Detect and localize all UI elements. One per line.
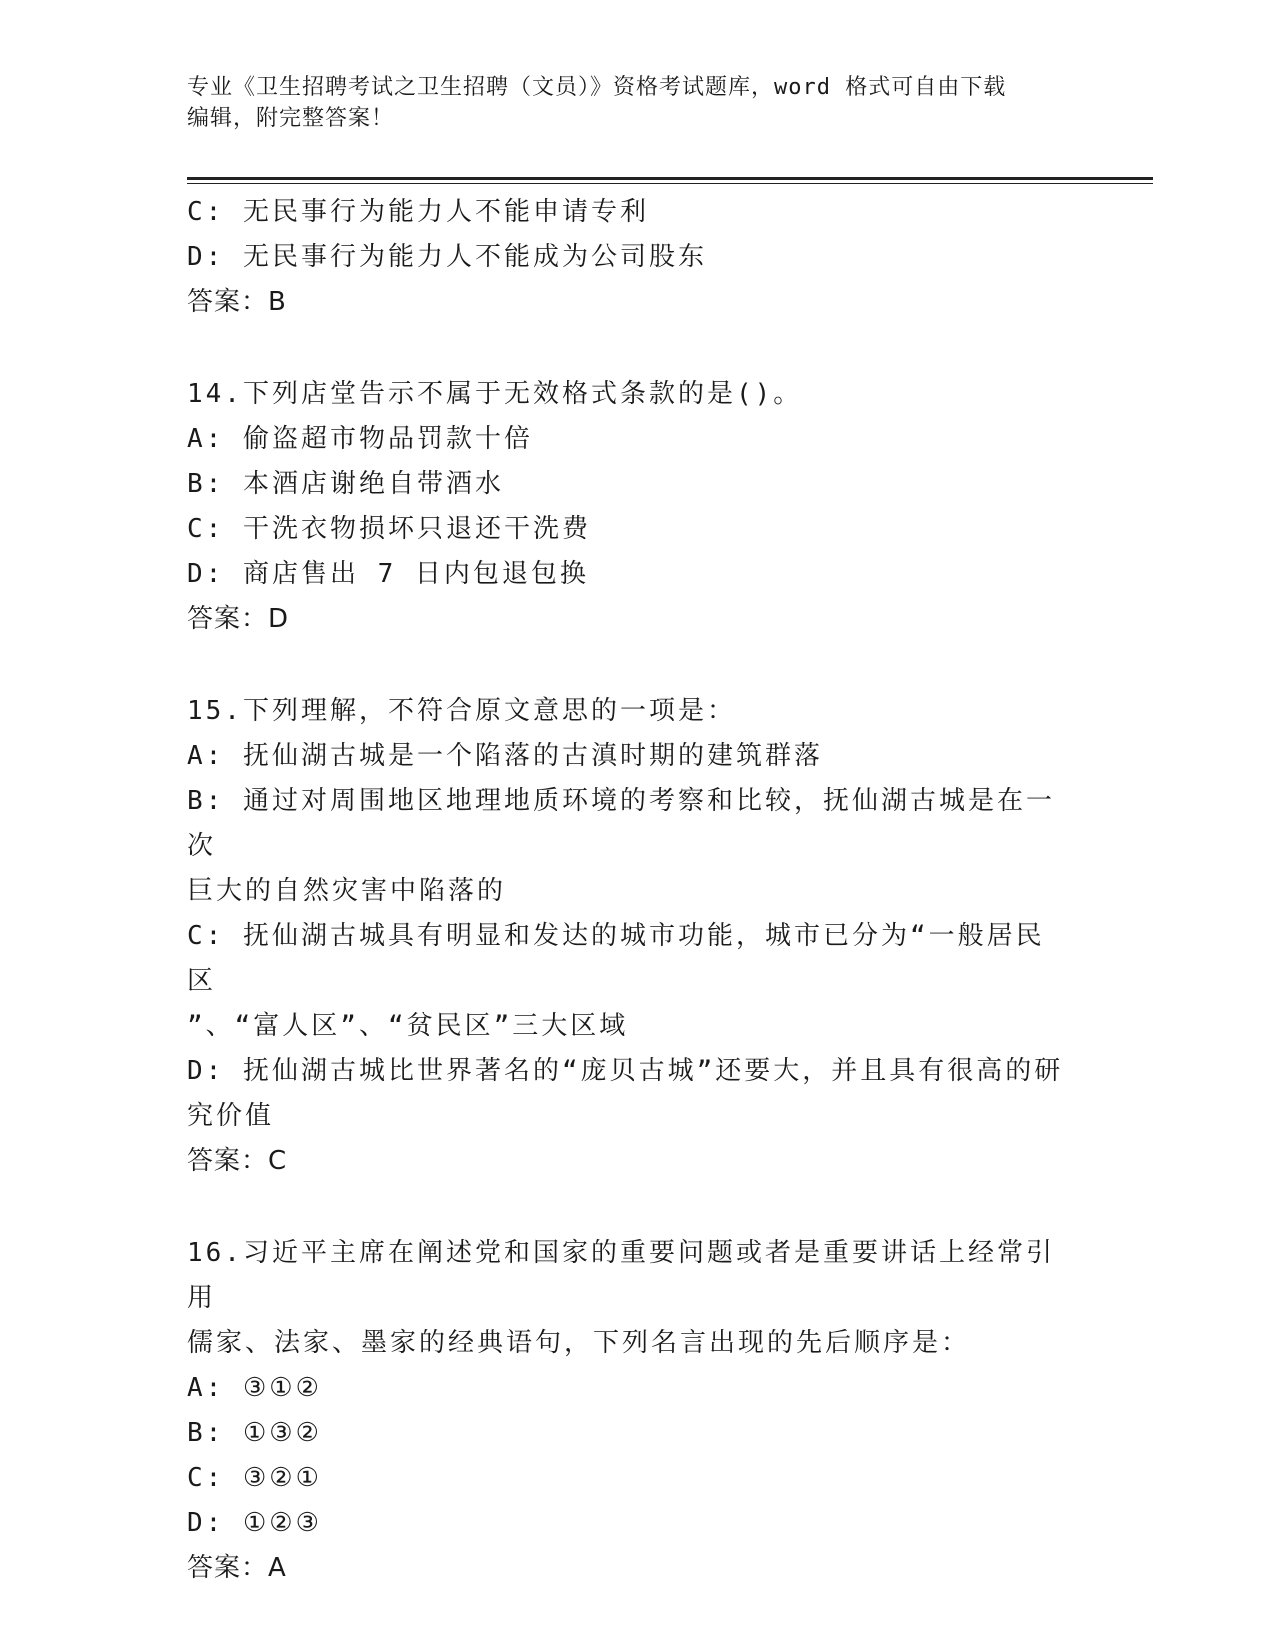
option-c-continued: ”、“富人区”、“贫民区”三大区域 [187,1011,629,1041]
option-d: D: ①②③ [187,1508,322,1538]
page-header [187,72,1087,134]
header-rule-thin [187,183,1153,184]
option-d: D: 抚仙湖古城比世界著名的“庞贝古城”还要大，并且具有很高的研 [187,1056,1064,1086]
answer-line: 答案：B [187,287,287,317]
prev-question-block [187,190,1067,325]
spacer [187,642,1067,689]
option-d-continued: 究价值 [187,1101,275,1131]
question-stem-continued: 儒家、法家、墨家的经典语句，下列名言出现的先后顺序是： [187,1328,971,1358]
option-c: C: ③②① [187,1463,322,1493]
question-stem: 16.习近平主席在阐述党和国家的重要问题或者是重要讲话上经常引用 [187,1238,1055,1313]
option-a: A: ③①② [187,1373,322,1403]
header-line-2: 编辑，附完整答案！ [187,106,395,131]
answer-line: 答案：A [187,1553,287,1583]
option-b: B: 本酒店谢绝自带酒水 [187,469,504,499]
option-b: B: ①③② [187,1418,322,1448]
option-c: C: 干洗衣物损坏只退还干洗费 [187,514,591,544]
option-c: C: 抚仙湖古城具有明显和发达的城市功能，城市已分为“一般居民区 [187,921,1045,996]
option-a: A: 偷盗超市物品罚款十倍 [187,424,533,454]
option-b: B: 通过对周围地区地理地质环境的考察和比较，抚仙湖古城是在一次 [187,786,1055,861]
option-d: D: 无民事行为能力人不能成为公司股东 [187,242,707,272]
question-body [187,190,1067,1591]
question-stem: 15.下列理解，不符合原文意思的一项是： [187,696,736,726]
header-line-1: 专业《卫生招聘考试之卫生招聘（文员）》资格考试题库，word 格式可自由下载 [187,75,1007,100]
option-a: A: 抚仙湖古城是一个陷落的古滇时期的建筑群落 [187,741,823,771]
option-c: C: 无民事行为能力人不能申请专利 [187,197,649,227]
question-16 [187,1231,1067,1591]
option-d: D: 商店售出 7 日内包退包换 [187,559,589,589]
spacer [187,325,1067,372]
question-stem: 14.下列店堂告示不属于无效格式条款的是()。 [187,379,803,409]
question-14 [187,372,1067,642]
option-b-continued: 巨大的自然灾害中陷落的 [187,876,507,906]
answer-line: 答案：D [187,604,290,634]
answer-line: 答案：C [187,1146,288,1176]
spacer [187,1184,1067,1231]
header-rule-thick [187,177,1153,180]
question-15 [187,689,1067,1184]
